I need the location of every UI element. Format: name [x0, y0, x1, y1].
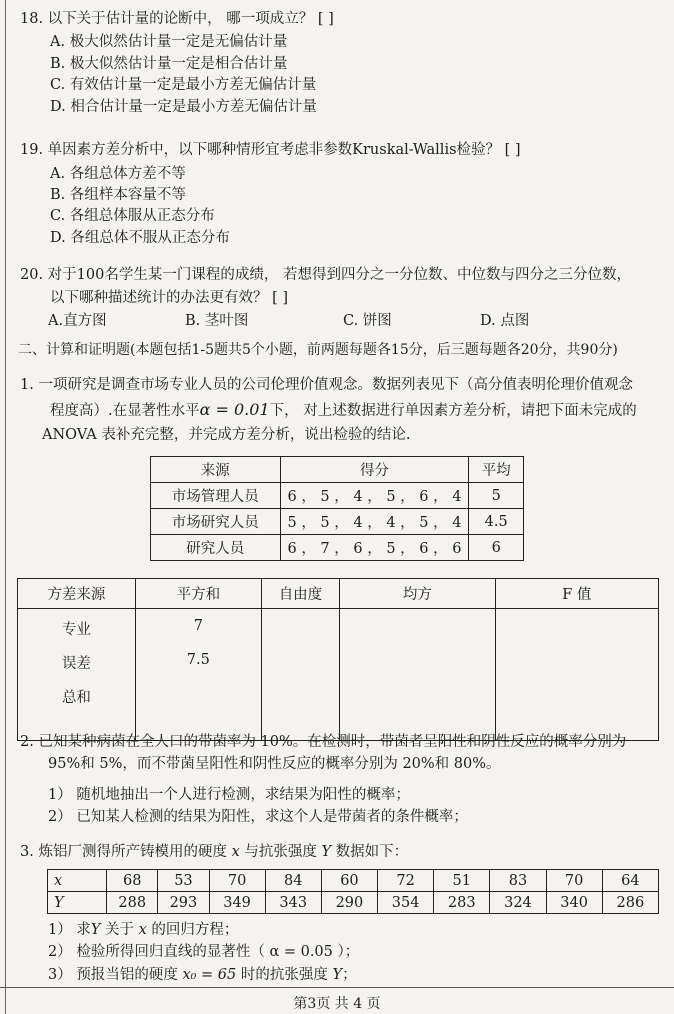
x-6: 72 — [378, 870, 434, 892]
q20-option-a: A.直方图 — [48, 313, 107, 329]
left-margin-line — [5, 0, 6, 1014]
q20-stem-line1: 20. 对于100名学生某一门课程的成绩， 若想得到四分之一分位数、中位数与四分之三分位数， — [20, 267, 631, 283]
anova-ms-col — [340, 609, 495, 741]
row-label-x: x — [48, 870, 107, 892]
anova-table — [17, 578, 659, 741]
y-10: 286 — [602, 892, 658, 914]
anova-ss-col — [135, 609, 261, 741]
p2-line2: 95%和 5%，而不带菌呈阳性和阴性反应的概率分别为 20%和 80%。 — [48, 756, 501, 772]
x-2: 53 — [158, 870, 209, 892]
q18-option-d: D. 相合估计量一定是最小方差无偏估计量 — [50, 99, 317, 115]
data-row-3-source: 研究人员 — [151, 535, 281, 561]
anova-row-2-source: 误差 — [61, 656, 91, 672]
y-4: 343 — [265, 892, 321, 914]
p3-sub3: 3） 预报当铝的硬度 x₀ = 65 时的抗张强度 Y； — [48, 967, 357, 983]
section2-title: 二、计算和证明题(本题包括1-5题共5个小题，前两题每题各15分，后三题每题各20分，共90分) — [18, 342, 618, 358]
anova-row-3-source: 总和 — [61, 690, 91, 706]
data-header-score: 得分 — [280, 457, 469, 483]
anova-header-ms: 均方 — [340, 579, 495, 609]
q18-option-a: A. 极大似然估计量一定是无偏估计量 — [50, 34, 288, 50]
y-2: 293 — [158, 892, 209, 914]
q19-option-c: C. 各组总体服从正态分布 — [50, 208, 215, 224]
alpha-value: α = 0.01 — [199, 400, 270, 419]
q18-option-b: B. 极大似然估计量一定是相合估计量 — [50, 56, 288, 72]
p1-line1: 1. 一项研究是调查市场专业人员的公司伦理价值观念。数据列表见下（高分值表明伦理价值观念 — [20, 377, 633, 393]
q20-option-c: C. 饼图 — [343, 313, 392, 329]
page-footer: 第3页 共 4 页 — [293, 996, 381, 1012]
p2-sub1: 1） 随机地抽出一个人进行检测，求结果为阳性的概率； — [48, 787, 410, 803]
anova-header-source: 方差来源 — [18, 579, 136, 609]
y-3: 349 — [209, 892, 265, 914]
x-7: 51 — [434, 870, 490, 892]
row-label-y: Y — [48, 892, 107, 914]
var-x: x — [231, 844, 240, 860]
data-row-1-mean: 5 — [469, 483, 524, 509]
data-row-2-source: 市场研究人员 — [151, 509, 281, 535]
p1-line3: ANOVA 表补充完整，并完成方差分析，说出检验的结论. — [42, 427, 411, 443]
p2-sub2: 2） 已知某人检测的结果为阳性，求这个人是带菌者的条件概率； — [48, 809, 468, 825]
q19-stem: 19. 单因素方差分析中，以下哪种情形宜考虑非参数Kruskal-Wallis检验？ [ ] — [20, 142, 521, 158]
p2-line1: 2. 已知某种病菌在全人口的带菌率为 10%。在检测时，带菌者呈阳性和阴性反应的概率分别为 — [20, 734, 627, 750]
anova-header-f: F 值 — [495, 579, 658, 609]
x-8: 83 — [490, 870, 546, 892]
data-header-source: 来源 — [151, 457, 281, 483]
anova-f-col — [495, 609, 658, 741]
footer-divider — [0, 987, 674, 988]
q19-option-b: B. 各组样本容量不等 — [50, 187, 186, 203]
anova-source-col — [18, 609, 136, 741]
data-table — [150, 456, 524, 561]
q18-stem: 18. 以下关于估计量的论断中， 哪一项成立？ [ ] — [20, 11, 334, 27]
data-row-1-scores: 6 ， 5 ， 4 ， 5 ， 6 ， 4 — [280, 483, 469, 509]
y-6: 354 — [378, 892, 434, 914]
anova-row-2-ss: 7.5 — [186, 652, 210, 668]
anova-row-1-ss: 7 — [193, 618, 203, 634]
data-header-mean: 平均 — [469, 457, 524, 483]
y-1: 288 — [107, 892, 158, 914]
anova-row-1-source: 专业 — [61, 622, 91, 638]
data-row-1-source: 市场管理人员 — [151, 483, 281, 509]
anova-header-df: 自由度 — [261, 579, 339, 609]
q20-option-d: D. 点图 — [480, 313, 530, 329]
p3-line1: 3. 炼铝厂测得所产铸模用的硬度 x 与抗张强度 Y 数据如下： — [20, 844, 409, 860]
x-4: 84 — [265, 870, 321, 892]
data-row-3-mean: 6 — [469, 535, 524, 561]
x-9: 70 — [546, 870, 602, 892]
data-row-2-scores: 5 ， 5 ， 4 ， 4 ， 5 ， 4 — [280, 509, 469, 535]
q20-option-b: B. 茎叶图 — [185, 313, 249, 329]
p1-line2: 程度高）.在显著性水平α = 0.01下， 对上述数据进行单因素方差分析，请把下面未完成的 — [50, 400, 637, 419]
var-y: Y — [321, 844, 332, 860]
x-1: 68 — [107, 870, 158, 892]
anova-header-ss: 平方和 — [135, 579, 261, 609]
y-8: 324 — [490, 892, 546, 914]
p3-sub1: 1） 求Y 关于 x 的回归方程； — [48, 922, 239, 938]
x0-value: x₀ = 65 — [182, 967, 237, 983]
x-3: 70 — [209, 870, 265, 892]
y-9: 340 — [546, 892, 602, 914]
y-7: 283 — [434, 892, 490, 914]
data-row-2-mean: 4.5 — [469, 509, 524, 535]
y-5: 290 — [321, 892, 377, 914]
q19-option-a: A. 各组总体方差不等 — [50, 166, 186, 182]
q20-stem-line2: 以下哪种描述统计的办法更有效？ [ ] — [50, 290, 289, 306]
q18-option-c: C. 有效估计量一定是最小方差无偏估计量 — [50, 77, 317, 93]
x-10: 64 — [602, 870, 658, 892]
anova-df-col — [261, 609, 339, 741]
x-5: 60 — [321, 870, 377, 892]
hardness-strength-table — [47, 869, 659, 914]
data-row-3-scores: 6 ， 7 ， 6 ， 5 ， 6 ， 6 — [280, 535, 469, 561]
q19-option-d: D. 各组总体不服从正态分布 — [50, 230, 230, 246]
p3-sub2: 2） 检验所得回归直线的显著性（ α = 0.05 ）； — [48, 944, 360, 960]
